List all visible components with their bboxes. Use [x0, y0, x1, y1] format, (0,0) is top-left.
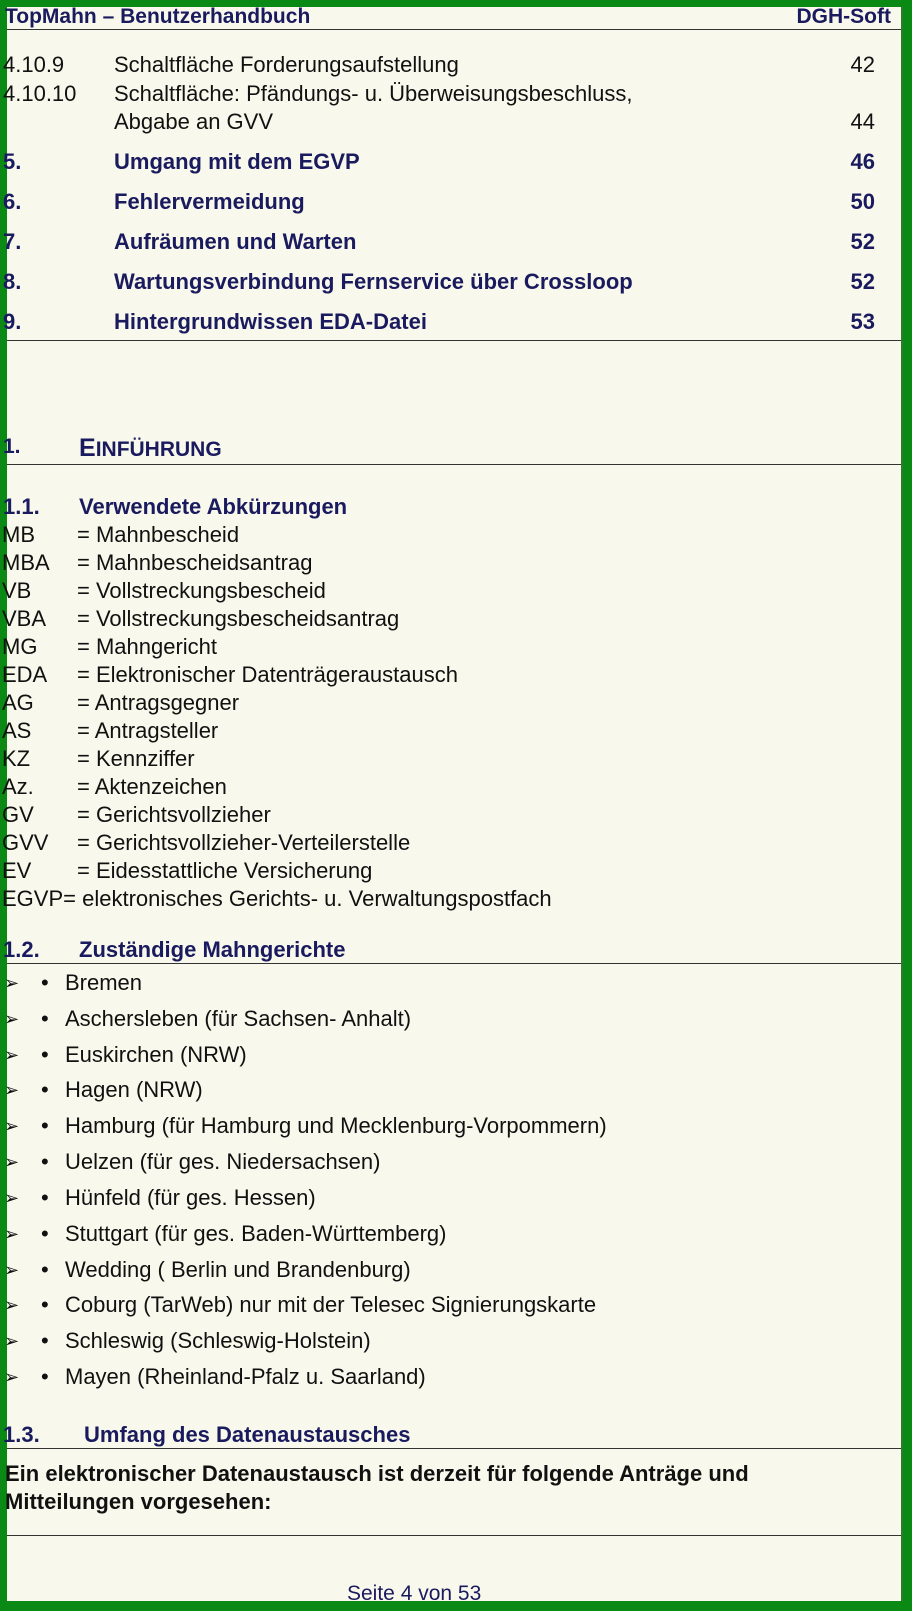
abbreviation-definition: = Kennziffer [77, 746, 195, 771]
abbreviation: GV [2, 802, 34, 827]
abbreviation: EDA [2, 662, 48, 687]
court-item: Coburg (TarWeb) nur mit der Telesec Signierungskarte [65, 1292, 597, 1317]
section-1-1-heading: Verwendete Abkürzungen [79, 494, 348, 519]
bullet-dot-icon: • [41, 1149, 49, 1174]
toc-number: 4.10.9 [3, 52, 65, 77]
abbreviation-egvp: EGVP= elektronisches Gerichts- u. Verwaltungspostfach [2, 886, 552, 911]
abbreviation: MB [2, 522, 35, 547]
abbreviation-definition: = Mahnbescheidsantrag [77, 550, 313, 575]
paragraph-line: Ein elektronischer Datenaustausch ist derzeit für folgende Anträge und [5, 1461, 749, 1486]
header-rule [7, 29, 901, 30]
bullet-dot-icon: • [41, 1257, 49, 1282]
section-1-1-number: 1.1. [3, 494, 40, 519]
abbreviation: VB [2, 578, 32, 603]
toc-title: Fehlervermeidung [114, 189, 305, 214]
toc-number: 5. [3, 149, 22, 174]
toc-page: 44 [850, 109, 875, 134]
page-number: Seite 4 von 53 [347, 1582, 482, 1605]
abbreviation-definition: = Antragsteller [77, 718, 219, 743]
bullet-dot-icon: • [41, 1185, 49, 1210]
header-title: TopMahn – Benutzerhandbuch [5, 5, 311, 28]
arrow-bullet-icon: ➢ [4, 1045, 20, 1065]
arrow-bullet-icon: ➢ [4, 1224, 20, 1244]
abbreviation-definition: = Aktenzeichen [77, 774, 227, 799]
toc-title: Schaltfläche Forderungsaufstellung [114, 52, 459, 77]
abbreviation-definition: = Gerichtsvollzieher [77, 802, 271, 827]
bullet-dot-icon: • [41, 1328, 49, 1353]
toc-title: Hintergrundwissen EDA-Datei [114, 309, 427, 334]
court-item: Stuttgart (für ges. Baden-Württemberg) [65, 1221, 447, 1246]
header-company: DGH-Soft [796, 5, 891, 28]
arrow-bullet-icon: ➢ [4, 1260, 20, 1280]
arrow-bullet-icon: ➢ [4, 1009, 20, 1029]
abbreviation: Az. [2, 774, 34, 799]
court-item: Wedding ( Berlin und Brandenburg) [65, 1257, 411, 1282]
arrow-bullet-icon: ➢ [4, 1367, 20, 1387]
abbreviation-definition: = Elektronischer Datenträgeraustausch [77, 662, 458, 687]
section-1-2-heading: Zuständige Mahngerichte [79, 937, 346, 962]
toc-page: 52 [850, 229, 875, 254]
toc-title: Wartungsverbindung Fernservice über Crossloop [114, 269, 633, 294]
section-1-heading: EINFÜHRUNG [79, 434, 222, 462]
court-item: Bremen [65, 970, 143, 995]
arrow-bullet-icon: ➢ [4, 1080, 20, 1100]
court-item: Schleswig (Schleswig-Holstein) [65, 1328, 371, 1353]
court-item: Hünfeld (für ges. Hessen) [65, 1185, 316, 1210]
arrow-bullet-icon: ➢ [4, 1116, 20, 1136]
toc-page: 52 [850, 269, 875, 294]
abbreviation: AG [2, 690, 34, 715]
toc-title: Schaltfläche: Pfändungs- u. Überweisungsbeschluss, [114, 81, 633, 106]
bullet-dot-icon: • [41, 1221, 49, 1246]
abbreviation: AS [2, 718, 32, 743]
abbreviation-definition: = Eidesstattliche Versicherung [77, 858, 373, 883]
arrow-bullet-icon: ➢ [4, 1295, 20, 1315]
section-1-rule [7, 464, 901, 465]
toc-end-rule [7, 340, 901, 341]
bullet-dot-icon: • [41, 1006, 49, 1031]
section-1-3-heading: Umfang des Datenaustausches [84, 1422, 411, 1447]
abbreviation: MG [2, 634, 38, 659]
toc-page: 50 [850, 189, 875, 214]
toc-number: 8. [3, 269, 22, 294]
abbreviation-definition: = Antragsgegner [77, 690, 240, 715]
section-1-3-number: 1.3. [3, 1422, 40, 1447]
section-1-3-rule [7, 1448, 901, 1449]
section-1-2-number: 1.2. [3, 937, 40, 962]
abbreviation: EV [2, 858, 32, 883]
section-1-number: 1. [3, 435, 21, 458]
arrow-bullet-icon: ➢ [4, 973, 20, 993]
court-item: Hagen (NRW) [65, 1077, 203, 1102]
toc-number: 4.10.10 [3, 81, 77, 106]
toc-title-continued: Abgabe an GVV [114, 109, 274, 134]
court-item: Euskirchen (NRW) [65, 1042, 247, 1067]
toc-number: 6. [3, 189, 22, 214]
court-item: Uelzen (für ges. Niedersachsen) [65, 1149, 381, 1174]
footer-rule [7, 1535, 901, 1536]
arrow-bullet-icon: ➢ [4, 1152, 20, 1172]
section-1-2-rule [7, 963, 901, 964]
abbreviation-definition: = Gerichtsvollzieher-Verteilerstelle [77, 830, 411, 855]
toc-number: 7. [3, 229, 22, 254]
arrow-bullet-icon: ➢ [4, 1188, 20, 1208]
bullet-dot-icon: • [41, 1077, 49, 1102]
abbreviation: VBA [2, 606, 47, 631]
bullet-dot-icon: • [41, 1042, 49, 1067]
abbreviation-definition: = Mahngericht [77, 634, 218, 659]
abbreviation: KZ [2, 746, 31, 771]
document-page [2, 5, 903, 1605]
toc-page: 42 [850, 52, 875, 77]
toc-page: 46 [850, 149, 875, 174]
bullet-dot-icon: • [41, 1292, 49, 1317]
abbreviation: GVV [2, 830, 49, 855]
paragraph-line: Mitteilungen vorgesehen: [5, 1489, 272, 1514]
abbreviation: MBA [2, 550, 50, 575]
abbreviation-definition: = Mahnbescheid [77, 522, 240, 547]
bullet-dot-icon: • [41, 970, 49, 995]
court-item: Hamburg (für Hamburg und Mecklenburg-Vorpommern) [65, 1113, 607, 1138]
court-item: Aschersleben (für Sachsen- Anhalt) [65, 1006, 412, 1031]
arrow-bullet-icon: ➢ [4, 1331, 20, 1351]
abbreviation-definition: = Vollstreckungsbescheidsantrag [77, 606, 400, 631]
toc-title: Aufräumen und Warten [114, 229, 357, 254]
toc-number: 9. [3, 309, 22, 334]
bullet-dot-icon: • [41, 1113, 49, 1138]
toc-title: Umgang mit dem EGVP [114, 149, 360, 174]
bullet-dot-icon: • [41, 1364, 49, 1389]
abbreviation-definition: = Vollstreckungsbescheid [77, 578, 326, 603]
toc-page: 53 [850, 309, 875, 334]
court-item: Mayen (Rheinland-Pfalz u. Saarland) [65, 1364, 426, 1389]
